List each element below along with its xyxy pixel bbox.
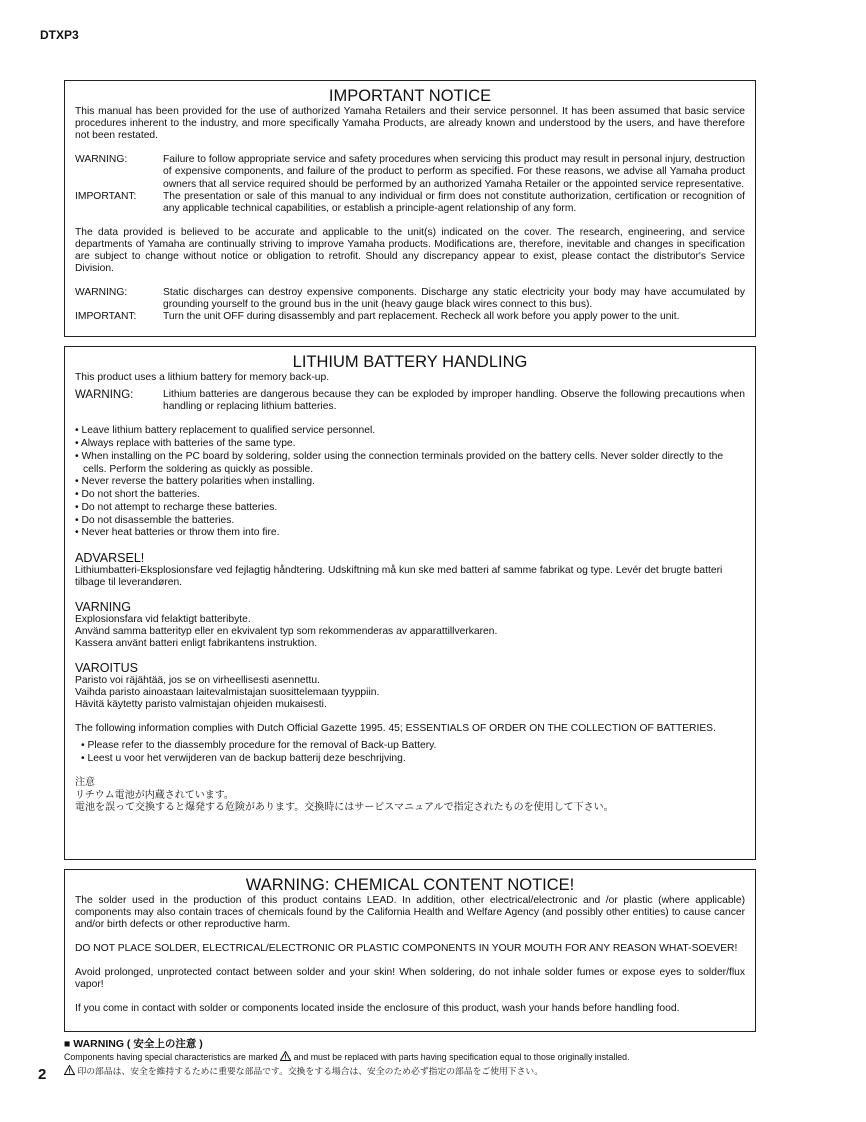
warning-text: Lithium batteries are dangerous because they can be exploded by improper handling. Observe the following precautions when handling or replacing lithium batteries. xyxy=(163,389,745,413)
list-item: • Do not disassemble the batteries. xyxy=(75,514,235,526)
danish-heading: ADVARSEL! xyxy=(75,550,145,565)
list-item: • Please refer to the diassembly procedure for the removal of Back-up Battery. xyxy=(81,740,437,752)
footer-text: Components having special characteristics are marked xyxy=(64,1052,278,1062)
warning-text: Static discharges can destroy expensive components. Discharge any static electricity your body may have accumulated by grounding yourself to the ground bus in the unit (heavy gauge black wires connect to this bus). xyxy=(163,286,745,311)
finnish-line: Paristo voi räjähtää, jos se on virheellisesti asennettu. xyxy=(75,674,320,686)
chemical-title: WARNING: CHEMICAL CONTENT NOTICE! xyxy=(245,876,575,894)
important-label: IMPORTANT: xyxy=(75,311,137,323)
footer-line-jp xyxy=(64,1065,764,1079)
finnish-heading: VAROITUS xyxy=(75,660,138,675)
jp-line: リチウム電池が内蔵されています。 xyxy=(75,789,234,801)
footer-heading: ■ WARNING ( 安全上の注意 ) xyxy=(64,1038,203,1050)
warning-text: Failure to follow appropriate service and safety procedures when servicing this product may result in personal injury, destruction of expensive components, and failure of the product to perform as specified. For these reasons, we advise all Yamaha product owners that all service required should be performed by an authorized Yamaha Retailer or the appointed service representative. xyxy=(163,154,745,190)
warning-label: WARNING: xyxy=(75,389,134,402)
safety-warning-footer xyxy=(64,1038,764,1078)
lithium-precautions-list xyxy=(75,425,745,540)
list-item: • Do not short the batteries. xyxy=(75,489,200,501)
important-text: The presentation or sale of this manual to any individual or firm does not constitute authorization, certification or recognition of any applicable technical capabilities, or establish a principle-agent relationship of any form. xyxy=(163,190,745,214)
swedish-line: Explosionsfara vid felaktigt batteribyte. xyxy=(75,613,251,625)
chemical-paragraph-1: The solder used in the production of this product contains LEAD. In addition, other electrical/electronic and /or plastic (where applicable) components may also contain traces of chemicals found by the California Health and Welfare Agency (and possibly other entities) to cause cancer and/or birth defects or other reproductive harm. xyxy=(75,895,745,931)
notice-important-1 xyxy=(75,191,745,215)
list-item: • When installing on the PC board by soldering, solder using the connection terminals provided on the battery cells. Never solder directly to the cells. Perform the soldering as quickly as possible. xyxy=(75,450,724,475)
notice-warning-2 xyxy=(75,287,745,311)
lithium-warning xyxy=(75,389,745,413)
swedish-heading: VARNING xyxy=(75,599,132,614)
chemical-notice-box xyxy=(64,869,756,1032)
jp-line: 電池を誤って交換すると爆発する危険があります。交換時にはサービスマニュアルで指定されたものを使用して下さい。 xyxy=(75,802,614,814)
warning-triangle-icon xyxy=(280,1051,291,1065)
list-item: • Never heat batteries or throw them into fire. xyxy=(75,527,280,539)
lithium-battery-box xyxy=(64,346,756,860)
notice-intro: This manual has been provided for the use of authorized Yamaha Retailers and their service personnel. It has been assumed that basic service procedures inherent to the industry, and more specifically Yamaha Products, are already known and understood by the users, and have therefore not been restated. xyxy=(75,106,745,142)
danish-text: Lithiumbatteri-Eksplosionsfare ved fejlagtig håndtering. Udskiftning må kun ske med batteri af samme fabrikat og type. Levér det brugte batteri tilbage til leverandøren. xyxy=(75,564,723,588)
chemical-paragraph-2: DO NOT PLACE SOLDER, ELECTRICAL/ELECTRONIC OR PLASTIC COMPONENTS IN YOUR MOUTH FOR ANY REASON WHAT-SOEVER! xyxy=(75,943,738,955)
swedish-line: Kassera använt batteri enligt fabrikantens instruktion. xyxy=(75,638,318,650)
footer-text: and must be replaced with parts having specification equal to those originally installed. xyxy=(293,1052,630,1062)
list-item: • Leest u voor het verwijderen van de backup batterij deze beschrijving. xyxy=(81,752,406,764)
chemical-paragraph-3: Avoid prolonged, unprotected contact between solder and your skin! When soldering, do not inhale solder fumes or expose eyes to solder/flux vapor! xyxy=(75,966,745,991)
important-notice-box xyxy=(64,80,756,337)
footer-line-en xyxy=(64,1051,764,1065)
footer-text: 印の部品は、安全を維持するために重要な部品です。交換をする場合は、安全のため必ず指定の部品をご使用下さい。 xyxy=(77,1065,543,1076)
chemical-paragraph-4: If you come in contact with solder or components located inside the enclosure of this product, wash your hands before handling food. xyxy=(75,1002,680,1014)
list-item: • Leave lithium battery replacement to qualified service personnel. xyxy=(75,425,376,437)
model-header: DTXP3 xyxy=(40,28,79,42)
warning-triangle-icon xyxy=(64,1065,75,1079)
notice-data-paragraph: The data provided is believed to be accurate and applicable to the unit(s) indicated on the cover. The research, engineering, and service departments of Yamaha are continually striving to improve Yamaha products. Modifications are, therefore, inevitable and changes in specification are subject to change without notice or obligation to retrofit. Should any discrepancy appear to exist, please contact the distributor's Service Division. xyxy=(75,226,745,275)
list-item: • Never reverse the battery polarities when installing. xyxy=(75,476,315,488)
dutch-intro: The following information complies with Dutch Official Gazette 1995. 45; ESSENTIALS OF ORDER ON THE COLLECTION OF BATTERIES. xyxy=(75,722,716,734)
finnish-line: Vaihda paristo ainoastaan laitevalmistajan suosittelemaan tyyppiin. xyxy=(75,687,380,698)
jp-heading: 注意 xyxy=(75,777,95,789)
notice-important-2 xyxy=(75,311,745,323)
finnish-line: Hävitä käytetty paristo valmistajan ohjeiden mukaisesti. xyxy=(75,699,327,711)
list-item: • Do not attempt to recharge these batteries. xyxy=(75,501,278,513)
list-item: • Always replace with batteries of the same type. xyxy=(75,437,296,449)
important-label: IMPORTANT: xyxy=(75,190,137,202)
lithium-title: LITHIUM BATTERY HANDLING xyxy=(292,353,528,371)
swedish-line: Använd samma batterityp eller en ekvivalent typ som rekommenderas av apparattillverkaren. xyxy=(75,625,498,637)
warning-label: WARNING: xyxy=(75,154,128,166)
dutch-list xyxy=(75,740,745,766)
important-notice-title: IMPORTANT NOTICE xyxy=(328,87,492,105)
page-number: 2 xyxy=(38,1066,47,1083)
lithium-intro: This product uses a lithium battery for memory back-up. xyxy=(75,372,330,383)
important-text: Turn the unit OFF during disassembly and part replacement. Recheck all work before you apply power to the unit. xyxy=(163,311,680,323)
warning-label: WARNING: xyxy=(75,286,128,298)
notice-warning-1 xyxy=(75,154,745,191)
